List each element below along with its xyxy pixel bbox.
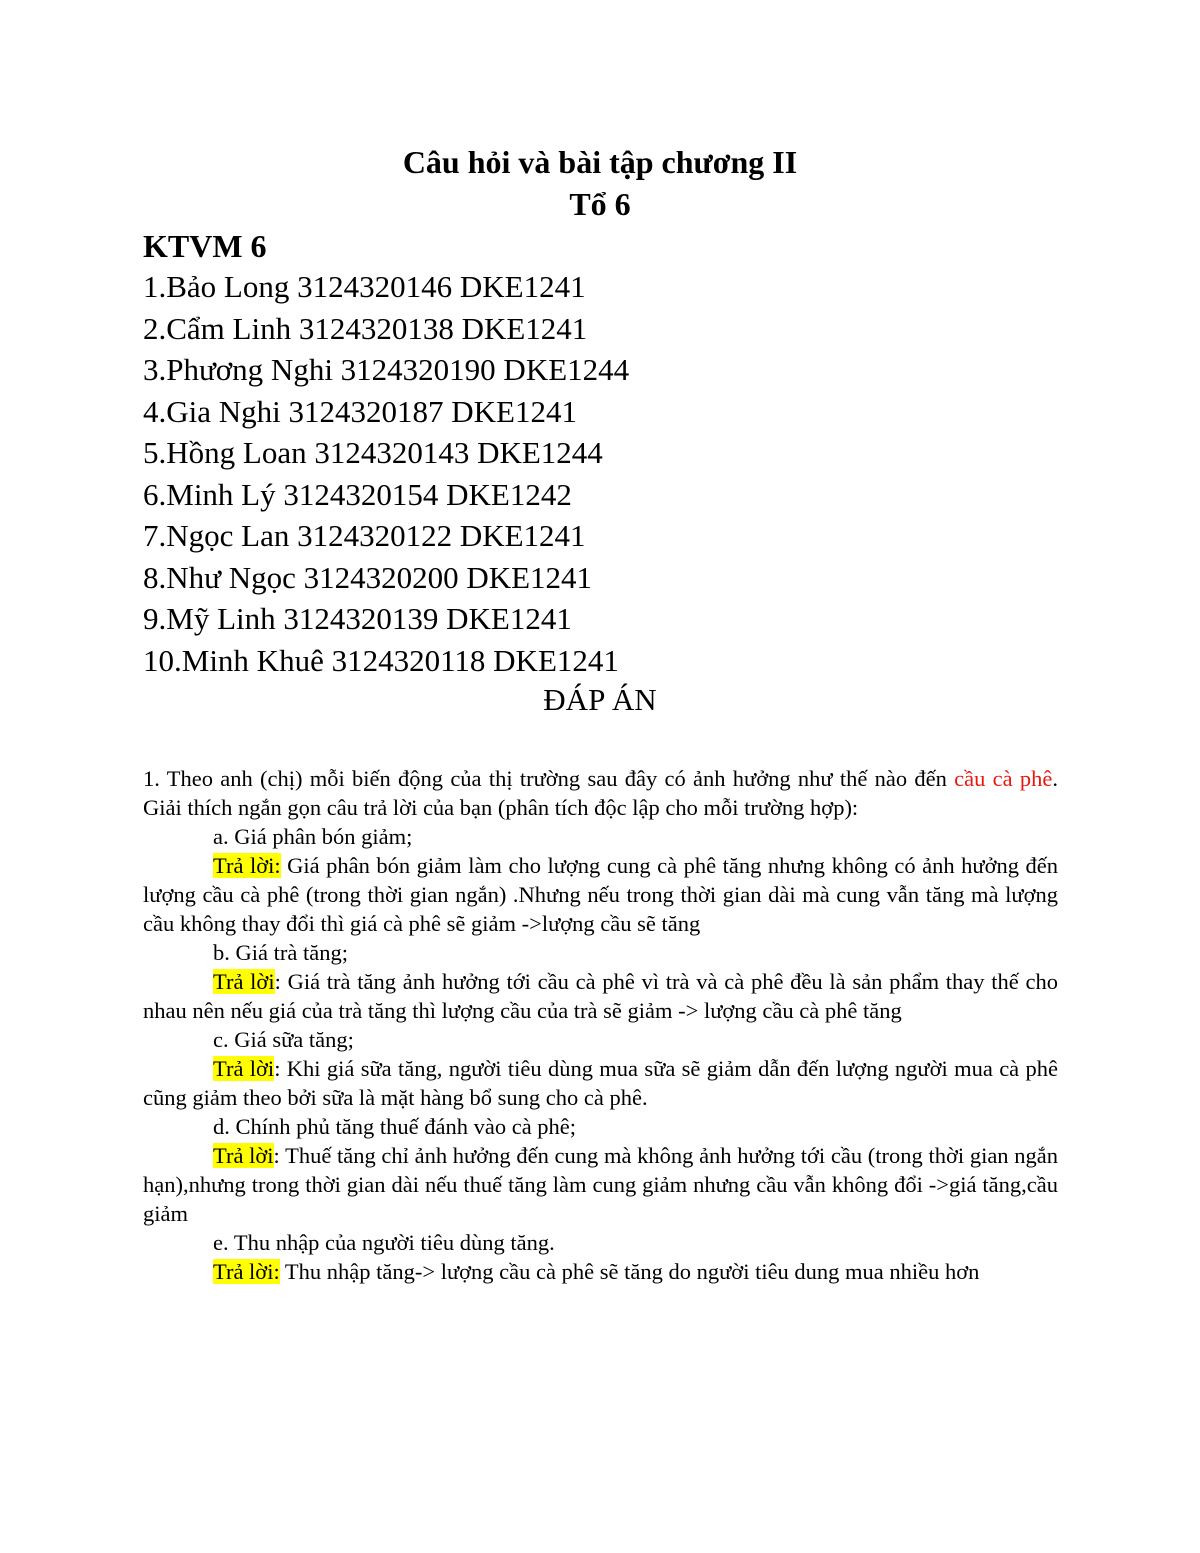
answer-label: Trả lời bbox=[213, 1056, 275, 1081]
document-subtitle: Tổ 6 bbox=[569, 186, 631, 222]
answer-text: Giá phân bón giảm làm cho lượng cung cà phê tăng nhưng không có ảnh hưởng đến lượng cầu cà phê (trong thời gian ngắn) .Nhưng nếu trong thời gian dài mà cung vẫn tăng mà lượng cầu không thay đổi thì giá cà phê sẽ giảm ->lượng cầu sẽ tăng bbox=[143, 853, 1058, 936]
item-answer bbox=[143, 1141, 1058, 1228]
item-label: d. Chính phủ tăng thuế đánh vào cà phê; bbox=[213, 1114, 577, 1139]
member-item: 5.Hồng Loan 3124320143 DKE1244 bbox=[143, 435, 603, 470]
question-keyword: cầu cà phê bbox=[954, 766, 1053, 791]
answer-label: Trả lời bbox=[213, 969, 275, 994]
member-item: 1.Bảo Long 3124320146 DKE1241 bbox=[143, 269, 586, 304]
answer-text: : Thuế tăng chỉ ảnh hưởng đến cung mà không ảnh hưởng tới cầu (trong thời gian ngắn hạn),nhưng trong thời gian dài nếu thuế tăng làm cung giảm nhưng cầu vẫn không đổi ->giá tăng,cầu giảm bbox=[143, 1143, 1058, 1226]
group-name: KTVM 6 bbox=[143, 228, 267, 264]
question-text bbox=[143, 764, 1058, 822]
answer-heading: ĐÁP ÁN bbox=[543, 682, 657, 717]
item-answer bbox=[143, 967, 1058, 1025]
answer-label: Trả lời: bbox=[213, 1259, 280, 1284]
answer-text: : Giá trà tăng ảnh hưởng tới cầu cà phê vì trà và cà phê đều là sản phẩm thay thế cho nhau nên nếu giá của trà tăng thì lượng cầu của trà sẽ giảm -> lượng cầu cà phê tăng bbox=[143, 969, 1058, 1023]
item-answer bbox=[143, 851, 1058, 938]
answer-label: Trả lời bbox=[213, 1143, 274, 1168]
answer-text: : Khi giá sữa tăng, người tiêu dùng mua sữa sẽ giảm dẫn đến lượng người mua cà phê cũng giảm theo bởi sữa là mặt hàng bổ sung cho cà phê. bbox=[143, 1056, 1058, 1110]
member-item: 8.Như Ngọc 3124320200 DKE1241 bbox=[143, 559, 593, 595]
member-item: 2.Cẩm Linh 3124320138 DKE1241 bbox=[143, 310, 588, 346]
member-item: 7.Ngọc Lan 3124320122 DKE1241 bbox=[143, 518, 586, 553]
member-item: 6.Minh Lý 3124320154 DKE1242 bbox=[143, 476, 572, 512]
item-label: a. Giá phân bón giảm; bbox=[213, 824, 413, 849]
answer-section bbox=[143, 764, 1058, 1286]
question-instruction: . Giải thích ngắn gọn câu trả lời của bạn (phân tích độc lập cho mỗi trường hợp): bbox=[143, 766, 1058, 820]
item-label: e. Thu nhập của người tiêu dùng tăng. bbox=[213, 1230, 555, 1255]
answer-label: Trả lời: bbox=[213, 853, 281, 878]
member-item: 4.Gia Nghi 3124320187 DKE1241 bbox=[143, 393, 577, 429]
document-title: Câu hỏi và bài tập chương II bbox=[402, 144, 798, 180]
question-intro: 1. Theo anh (chị) mỗi biến động của thị trường sau đây có ảnh hưởng như thế nào đến bbox=[143, 766, 955, 791]
item-label: c. Giá sữa tăng; bbox=[213, 1027, 354, 1052]
member-item: 3.Phương Nghi 3124320190 DKE1244 bbox=[143, 352, 630, 387]
item-answer bbox=[143, 1054, 1058, 1112]
member-item: 10.Minh Khuê 3124320118 DKE1241 bbox=[143, 642, 619, 678]
member-list bbox=[143, 266, 629, 681]
item-label: b. Giá trà tăng; bbox=[213, 940, 348, 965]
member-item: 9.Mỹ Linh 3124320139 DKE1241 bbox=[143, 601, 572, 636]
item-answer bbox=[143, 1257, 1058, 1286]
answer-text: Thu nhập tăng-> lượng cầu cà phê sẽ tăng do người tiêu dung mua nhiều hơn bbox=[279, 1259, 980, 1284]
